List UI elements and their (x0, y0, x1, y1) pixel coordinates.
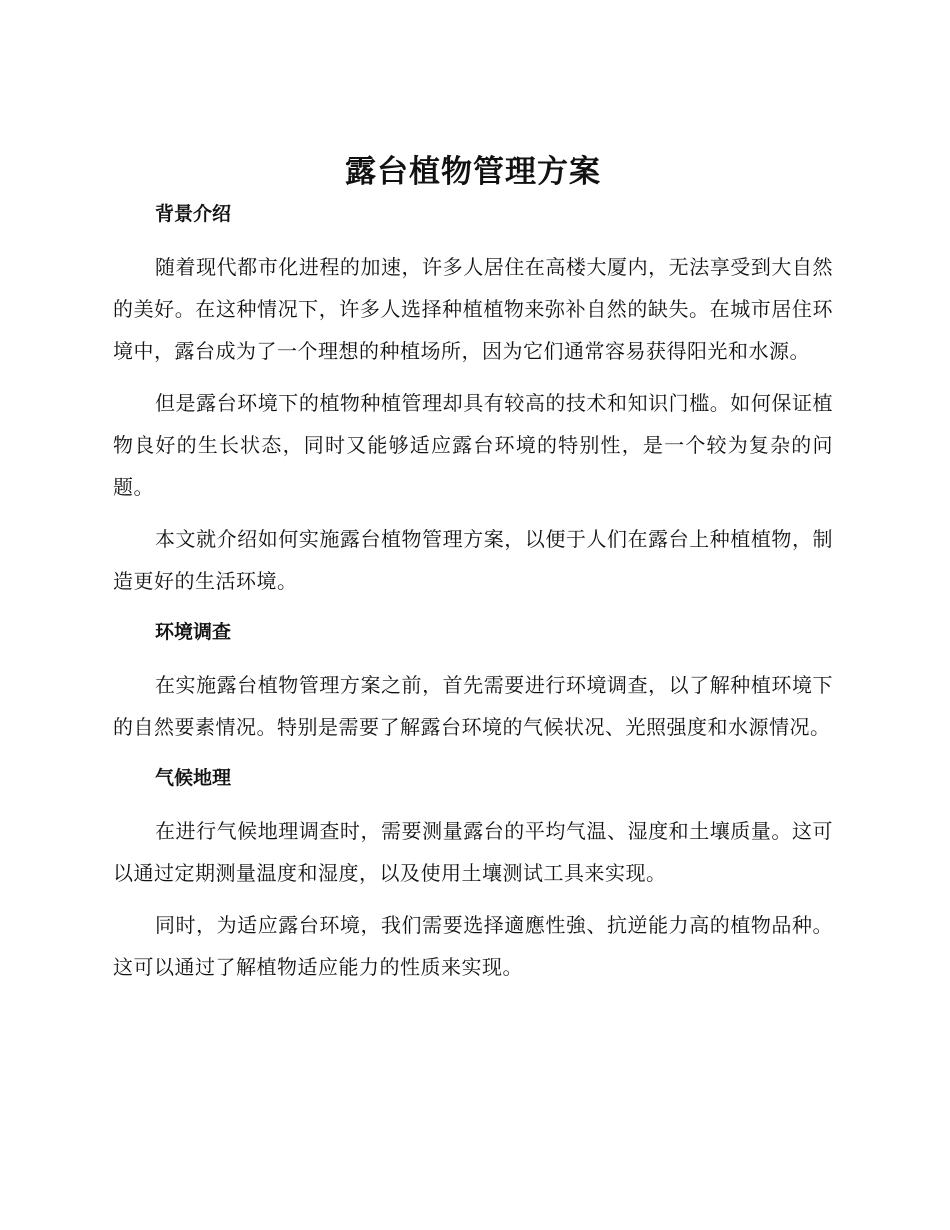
paragraph: 但是露台环境下的植物种植管理却具有较高的技术和知识门槛。如何保证植物良好的生长状态，同时又能够适应露台环境的特别性，是一个较为复杂的问题。 (113, 391, 833, 499)
section-heading: 气候地理 (155, 767, 232, 789)
paragraph: 本文就介绍如何实施露台植物管理方案，以便于人们在露台上种植植物，制造更好的生活环境。 (113, 527, 833, 593)
paragraph: 同时，为适应露台环境，我们需要选择適應性強、抗逆能力高的植物品种。这可以通过了解植物适应能力的性质来实现。 (113, 913, 833, 979)
document-page (113, 150, 833, 998)
section-heading: 背景介绍 (155, 203, 232, 225)
section-background (113, 200, 833, 602)
document-title: 露台植物管理方案 (345, 154, 601, 190)
paragraph: 在实施露台植物管理方案之前，首先需要进行环境调查，以了解种植环境下的自然要素情况。特别是需要了解露台环境的气候状况、光照强度和水源情况。 (113, 673, 833, 739)
section-heading: 环境调查 (155, 621, 232, 643)
section-climate-geography (113, 764, 833, 988)
section-environment-survey (113, 618, 833, 748)
paragraph: 在进行气候地理调查时，需要测量露台的平均气温、湿度和土壤质量。这可以通过定期测量温度和湿度，以及使用土壤测试工具来实现。 (113, 819, 833, 885)
paragraph: 随着现代都市化进程的加速，许多人居住在高楼大厦内，无法享受到大自然的美好。在这种情况下，许多人选择种植植物来弥补自然的缺失。在城市居住环境中，露台成为了一个理想的种植场所，因为它们通常容易获得阳光和水源。 (113, 255, 833, 363)
